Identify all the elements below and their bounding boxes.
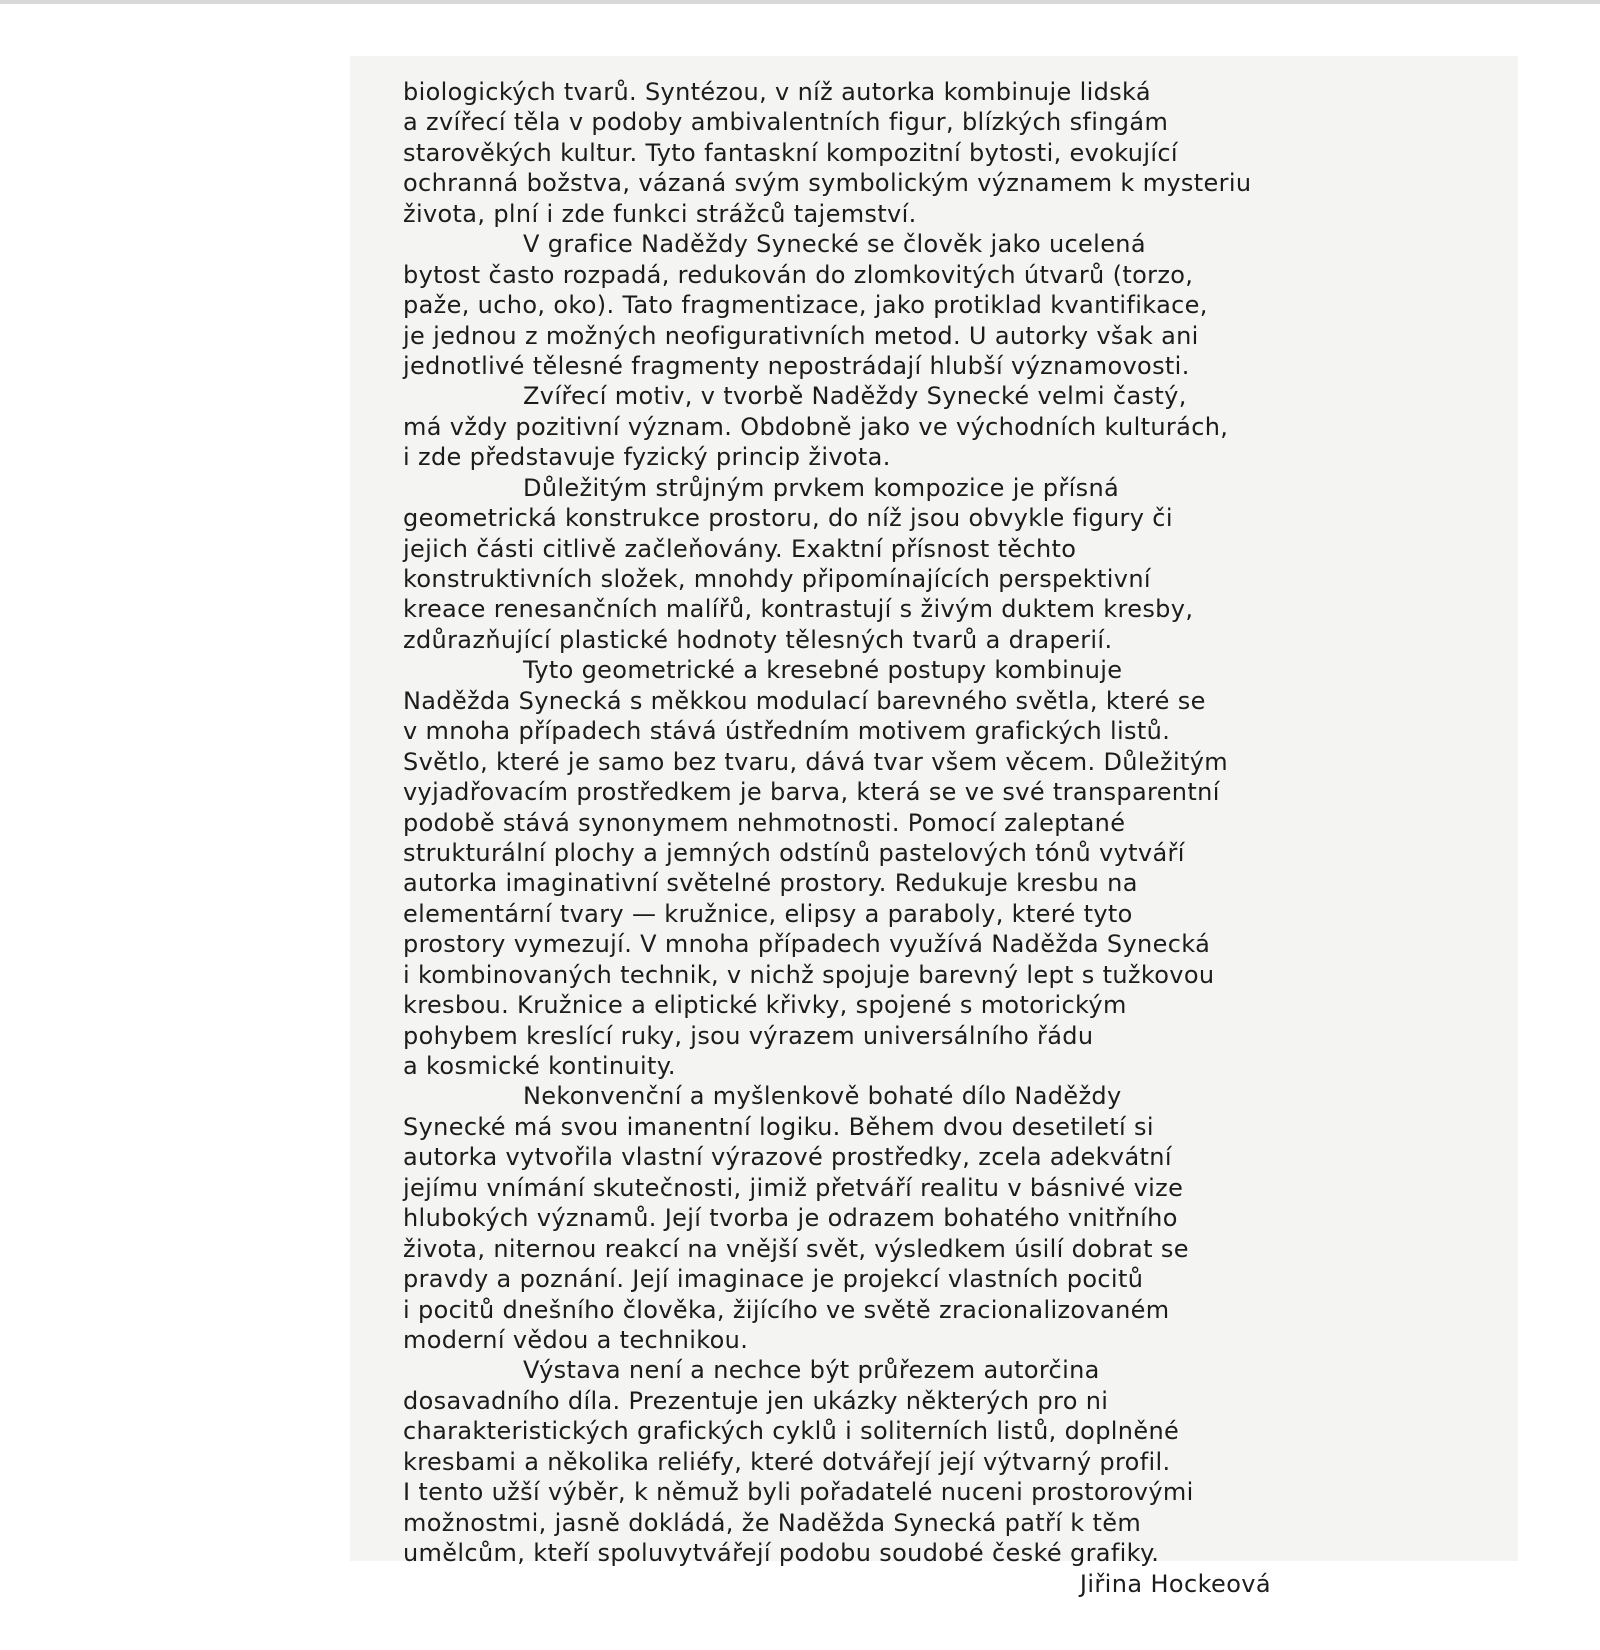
text-line: starověkých kultur. Tyto fantaskní kompozitní bytosti, evokující — [403, 138, 1178, 167]
text-line: moderní vědou a technikou. — [403, 1325, 749, 1354]
text-line: je jednou z možných neofigurativních metod. U autorky však ani — [403, 321, 1199, 350]
text-line: Synecké má svou imanentní logiku. Během dvou desetiletí si — [403, 1112, 1154, 1141]
article-body — [403, 77, 1283, 1568]
text-line: konstruktivních složek, mnohdy připomínajících perspektivní — [403, 565, 1151, 593]
text-line: kreace renesančních malířů, kontrastují s živým duktem kresby, — [403, 595, 1194, 624]
text-line: geometrická konstrukce prostoru, do níž jsou obvykle figury či — [403, 504, 1173, 533]
text-line: autorka vytvořila vlastní výrazové prostředky, zcela adekvátní — [403, 1143, 1172, 1172]
text-line: jejich části citlivě začleňovány. Exaktní přísnost těchto — [403, 534, 1077, 563]
text-line: života, plní i zde funkci strážců tajemství. — [403, 199, 917, 228]
text-line: charakteristických grafických cyklů i soliterních listů, doplněné — [403, 1417, 1180, 1446]
text-line: i zde představuje fyzický princip života. — [403, 443, 891, 472]
author-signature: Jiřina Hockeová — [1079, 1570, 1271, 1598]
text-line: autorka imaginativní světelné prostory. Redukuje kresbu na — [403, 869, 1138, 898]
text-line: strukturální plochy a jemných odstínů pastelových tónů vytváří — [403, 838, 1185, 867]
text-line: života, niternou reakcí na vnější svět, výsledkem úsilí dobrat se — [403, 1234, 1189, 1263]
paragraph — [403, 229, 1283, 381]
text-line: V grafice Naděždy Synecké se člověk jako ucelená — [523, 230, 1146, 259]
text-line: má vždy pozitivní význam. Obdobně jako ve východních kulturách, — [403, 412, 1229, 441]
text-line: jednotlivé tělesné fragmenty nepostrádají hlubší významovosti. — [403, 351, 1190, 380]
text-line: bytost často rozpadá, redukován do zlomkovitých útvarů (torzo, — [403, 260, 1194, 289]
text-line: pravdy a poznání. Její imaginace je projekcí vlastních pocitů — [403, 1265, 1144, 1294]
text-line: Nekonvenční a myšlenkově bohaté dílo Naděždy — [523, 1082, 1122, 1111]
page-top-edge — [0, 0, 1600, 4]
text-line: v mnoha případech stává ústředním motivem grafických listů. — [403, 717, 1171, 746]
text-line: Naděžda Synecká s měkkou modulací barevného světla, které se — [403, 686, 1206, 715]
paragraph — [403, 655, 1283, 1081]
text-line: prostory vymezují. V mnoha případech využívá Naděžda Synecká — [403, 930, 1211, 959]
text-line: i kombinovaných technik, v nichž spojuje barevný lept s tužkovou — [403, 960, 1215, 989]
text-line: kresbami a několika reliéfy, které dotvářejí její výtvarný profil. — [403, 1447, 1171, 1476]
paragraph — [403, 1081, 1283, 1355]
text-line: Výstava není a nechce být průřezem autorčina — [523, 1356, 1100, 1385]
paragraph — [403, 381, 1283, 472]
text-line: Zvířecí motiv, v tvorbě Naděždy Synecké velmi častý, — [523, 382, 1187, 411]
text-line: Důležitým strůjným prvkem kompozice je přísná — [523, 473, 1120, 502]
paragraph — [403, 77, 1283, 229]
paragraph — [403, 1355, 1283, 1568]
text-line: Světlo, které je samo bez tvaru, dává tvar všem věcem. Důležitým — [403, 747, 1229, 776]
text-line: paže, ucho, oko). Tato fragmentizace, jako protiklad kvantifikace, — [403, 291, 1208, 320]
text-line: jejímu vnímání skutečnosti, jimiž přetváří realitu v básnivé vize — [403, 1173, 1184, 1202]
text-line: hlubokých významů. Její tvorba je odrazem bohatého vnitřního — [403, 1204, 1178, 1233]
text-line: a zvířecí těla v podoby ambivalentních figur, blízkých sfingám — [403, 108, 1169, 137]
text-line: vyjadřovacím prostředkem je barva, která se ve své transparentní — [403, 778, 1220, 807]
text-line: umělcům, kteří spoluvytvářejí podobu soudobé české grafiky. — [403, 1539, 1160, 1567]
text-line: kresbou. Kružnice a eliptické křivky, spojené s motorickým — [403, 991, 1127, 1020]
text-line: Tyto geometrické a kresebné postupy kombinuje — [523, 656, 1123, 685]
text-line: pohybem kreslící ruky, jsou výrazem universálního řádu — [403, 1021, 1094, 1050]
text-line: i pocitů dnešního člověka, žijícího ve světě zracionalizovaném — [403, 1295, 1170, 1324]
text-line: zdůrazňující plastické hodnoty tělesných tvarů a draperií. — [403, 625, 1113, 654]
text-line: podobě stává synonymem nehmotnosti. Pomocí zaleptané — [403, 808, 1126, 837]
paragraph — [403, 473, 1283, 656]
text-line: a kosmické kontinuity. — [403, 1052, 676, 1080]
text-line: možnostmi, jasně dokládá, že Naděžda Synecká patří k těm — [403, 1508, 1142, 1537]
text-line: ochranná božstva, vázaná svým symbolickým významem k mysteriu — [403, 169, 1252, 198]
text-line: biologických tvarů. Syntézou, v níž autorka kombinuje lidská — [403, 78, 1151, 106]
text-line: elementární tvary — kružnice, elipsy a paraboly, které tyto — [403, 899, 1133, 928]
text-line: I tento užší výběr, k němuž byli pořadatelé nuceni prostorovými — [403, 1478, 1194, 1507]
text-line: dosavadního díla. Prezentuje jen ukázky některých pro ni — [403, 1386, 1109, 1415]
